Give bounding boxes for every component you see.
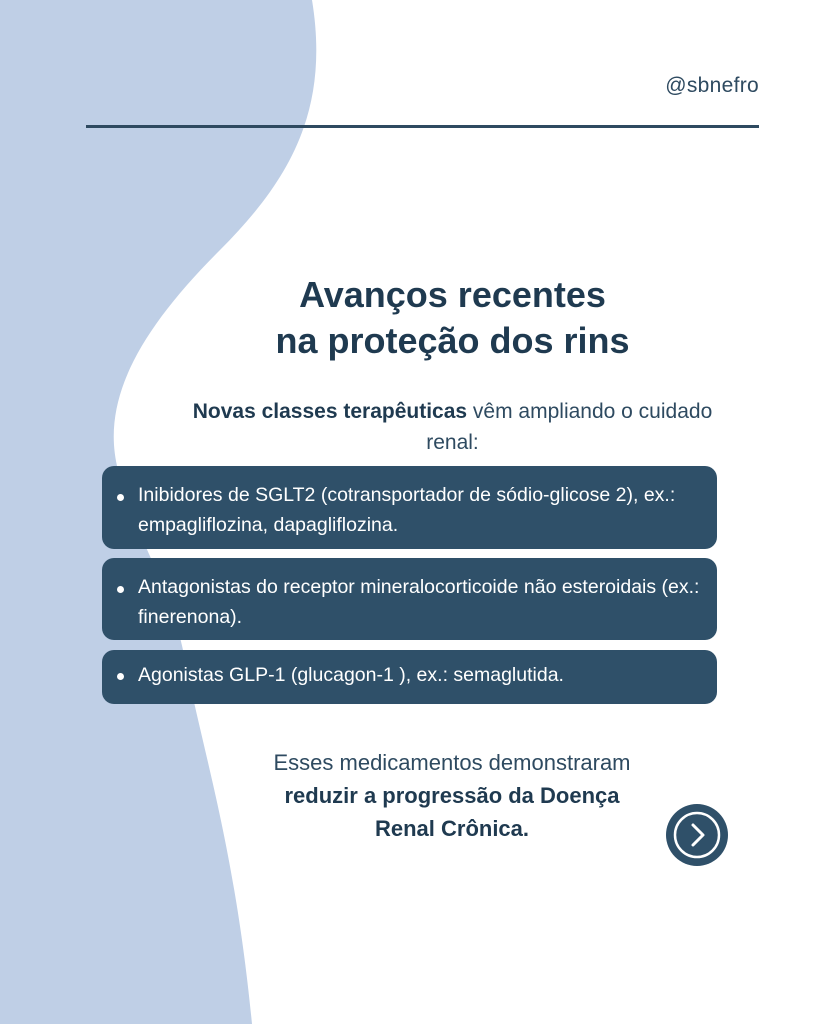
- intro-text: [180, 396, 725, 458]
- list-item: [102, 558, 717, 640]
- chevron-right-icon: [666, 804, 728, 866]
- conclusion-plain: Esses medicamentos demonstraram: [273, 750, 631, 775]
- next-slide-button[interactable]: [666, 804, 728, 866]
- instagram-handle: @sbnefro: [665, 74, 759, 97]
- list-item-text: Antagonistas do receptor mineralocorticoide não esteroidais (ex.: finerenona).: [138, 576, 700, 628]
- title-line-1: Avanços recentes: [299, 274, 606, 315]
- page-title: [200, 272, 705, 364]
- intro-rest: vêm ampliando o cuidado renal:: [426, 400, 713, 454]
- list-item-text: Agonistas GLP-1 (glucagon-1 ), ex.: semaglutida.: [138, 664, 564, 686]
- bullet-icon: [117, 494, 124, 501]
- intro-bold: Novas classes terapêuticas: [192, 400, 468, 423]
- bullet-icon: [117, 673, 124, 680]
- bullet-icon: [117, 586, 124, 593]
- conclusion-bold: reduzir a progressão da Doença Renal Crônica.: [284, 783, 620, 841]
- header-divider: [86, 125, 759, 128]
- conclusion-text: [262, 746, 642, 845]
- list-item-text: Inibidores de SGLT2 (cotransportador de sódio-glicose 2), ex.: empagliflozina, dapagliflozina.: [138, 484, 676, 536]
- list-item: [102, 650, 717, 704]
- title-line-2: na proteção dos rins: [275, 320, 630, 361]
- list-item: [102, 466, 717, 549]
